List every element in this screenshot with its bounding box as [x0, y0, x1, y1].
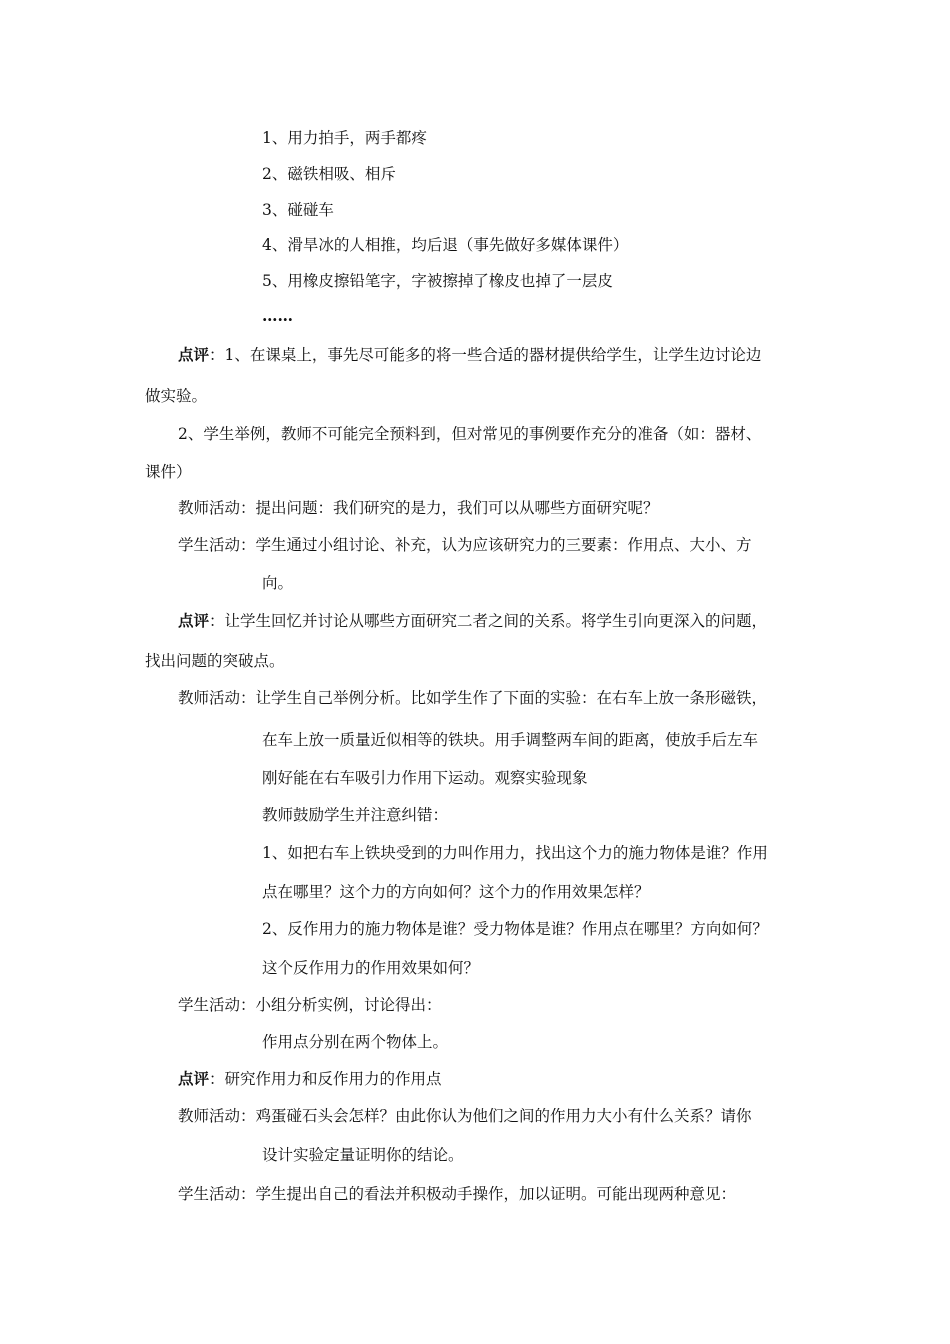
- teacher-activity-2-line-7: 2、反作用力的施力物体是谁？受力物体是谁？作用点在哪里？方向如何？: [262, 920, 768, 938]
- student-activity-1-line-2: 向。: [262, 574, 294, 592]
- comment-3-line-1: 点评：研究作用力和反作用力的作用点: [178, 1069, 442, 1088]
- comment-label: 点评: [178, 345, 210, 364]
- teacher-activity-3-line-1: 教师活动：鸡蛋碰石头会怎样？由此你认为他们之间的作用力大小有什么关系？请你: [178, 1107, 752, 1125]
- teacher-activity-2-line-6: 点在哪里？这个力的方向如何？这个力的作用效果怎样？: [262, 883, 650, 901]
- example-item-4: 4、滑旱冰的人相推，均后退（事先做好多媒体课件）: [262, 236, 629, 254]
- teacher-activity-2-line-3: 刚好能在右车吸引力作用下运动。观察实验现象: [262, 769, 588, 787]
- student-activity-2-line-2: 作用点分别在两个物体上。: [262, 1033, 449, 1051]
- comment-label: 点评: [178, 1069, 210, 1088]
- example-item-5: 5、用橡皮擦铅笔字，字被擦掉了橡皮也掉了一层皮: [262, 272, 613, 290]
- comment-1-line-1: 点评：1、在课桌上，事先尽可能多的将一些合适的器材提供给学生，让学生边讨论边: [178, 345, 762, 364]
- example-ellipsis: ……: [262, 306, 293, 325]
- comment-1-line-3: 2、学生举例，教师不可能完全预料到，但对常见的事例要作充分的准备（如：器材、: [178, 425, 762, 443]
- student-activity-2-line-1: 学生活动：小组分析实例，讨论得出：: [178, 996, 442, 1014]
- example-item-3: 3、碰碰车: [262, 201, 334, 219]
- teacher-activity-2-line-2: 在车上放一质量近似相等的铁块。用手调整两车间的距离，使放手后左车: [262, 731, 759, 749]
- teacher-activity-2-line-5: 1、如把右车上铁块受到的力叫作用力，找出这个力的施力物体是谁？作用: [262, 844, 768, 862]
- teacher-activity-2-line-1: 教师活动：让学生自己举例分析。比如学生作了下面的实验：在右车上放一条形磁铁，: [178, 689, 768, 707]
- teacher-activity-2-line-8: 这个反作用力的作用效果如何？: [262, 959, 480, 977]
- example-item-1: 1、用力拍手，两手都疼: [262, 129, 427, 147]
- student-activity-1-line-1: 学生活动：学生通过小组讨论、补充，认为应该研究力的三要素：作用点、大小、方: [178, 536, 752, 554]
- teacher-activity-2-line-4: 教师鼓励学生并注意纠错：: [262, 806, 449, 824]
- comment-2-line-2: 找出问题的突破点。: [145, 652, 285, 670]
- comment-1-line-2: 做实验。: [145, 387, 208, 405]
- comment-1-line-4: 课件）: [145, 463, 192, 481]
- comment-2-line-1: 点评：让学生回忆并讨论从哪些方面研究二者之间的关系。将学生引向更深入的问题，: [178, 611, 768, 630]
- example-item-2: 2、磁铁相吸、相斥: [262, 165, 396, 183]
- comment-label: 点评: [178, 611, 210, 630]
- teacher-activity-1: 教师活动：提出问题：我们研究的是力，我们可以从哪些方面研究呢？: [178, 499, 659, 517]
- teacher-activity-3-line-2: 设计实验定量证明你的结论。: [262, 1146, 464, 1164]
- student-activity-3-line-1: 学生活动：学生提出自己的看法并积极动手操作，加以证明。可能出现两种意见：: [178, 1185, 737, 1203]
